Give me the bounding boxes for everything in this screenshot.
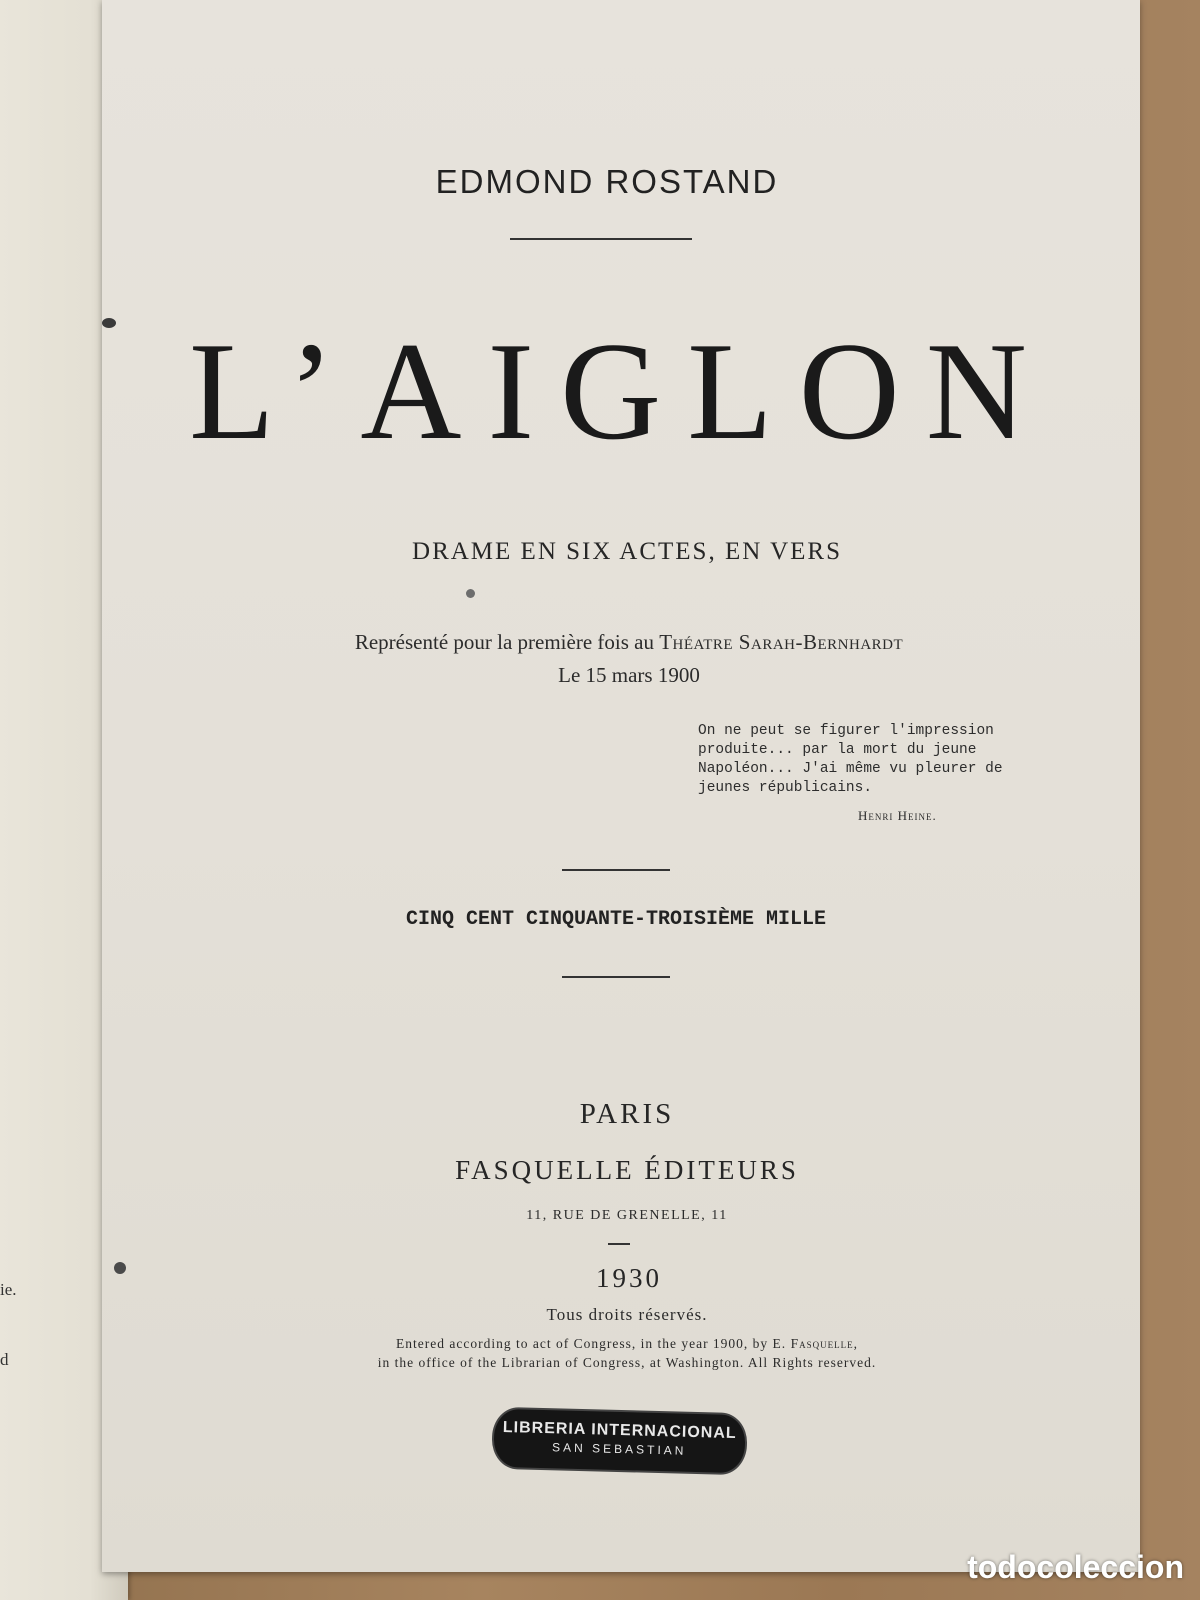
epigraph-author: Henri Heine. <box>858 808 937 823</box>
title-page <box>102 0 1140 1572</box>
binding-hole <box>102 318 116 328</box>
book-title: L’AIGLON <box>189 314 1053 469</box>
copyright-line: in the office of the Librarian of Congress, at Washington. All Rights reserved. <box>377 1355 877 1370</box>
epigraph <box>698 722 1002 798</box>
publication-city: PARIS <box>579 1098 675 1130</box>
premiere-text: Représenté pour la première fois au <box>354 630 654 654</box>
epigraph-line: jeunes républicains. <box>698 780 873 796</box>
divider-rule <box>608 1243 630 1245</box>
stamp-line: SAN SEBASTIAN <box>551 1440 687 1458</box>
book-subtitle: DRAME EN SIX ACTES, EN VERS <box>412 538 842 565</box>
publication-year: 1930 <box>596 1263 662 1293</box>
copyright-notice <box>108 1334 1146 1372</box>
rights-notice: Tous droits réservés. <box>546 1305 708 1324</box>
publisher-name: FASQUELLE ÉDITEURS <box>455 1155 799 1185</box>
copyright-text: Entered according to act of Congress, in the year 1900, by E. <box>396 1336 787 1351</box>
divider-rule <box>510 238 692 240</box>
divider-rule <box>562 976 670 978</box>
previous-page-fragment: d <box>0 1350 9 1369</box>
epigraph-line: On ne peut se figurer l'impression <box>698 723 994 739</box>
paper-speck <box>466 589 475 598</box>
previous-page-fragment: ie. <box>0 1280 17 1299</box>
bookseller-stamp <box>491 1407 748 1476</box>
premiere-theatre: Théatre Sarah-Bernhardt <box>659 630 904 654</box>
edition-statement: CINQ CENT CINQUANTE-TROISIÈME MILLE <box>405 908 827 931</box>
author-name: EDMOND ROSTAND <box>435 163 779 200</box>
epigraph-line: produite... par la mort du jeune <box>698 742 977 758</box>
copyright-line <box>108 1334 1146 1353</box>
publisher-address: 11, RUE DE GRENELLE, 11 <box>526 1208 728 1223</box>
premiere-date: Le 15 mars 1900 <box>558 663 700 687</box>
watermark-logo: todocoleccion <box>967 1549 1184 1585</box>
copyright-name: Fasquelle, <box>790 1336 858 1351</box>
divider-rule <box>562 869 670 871</box>
premiere-line <box>110 630 1148 655</box>
epigraph-line: Napoléon... J'ai même vu pleurer de <box>698 761 1003 777</box>
stamp-line: LIBRERIA INTERNACIONAL <box>502 1418 737 1443</box>
